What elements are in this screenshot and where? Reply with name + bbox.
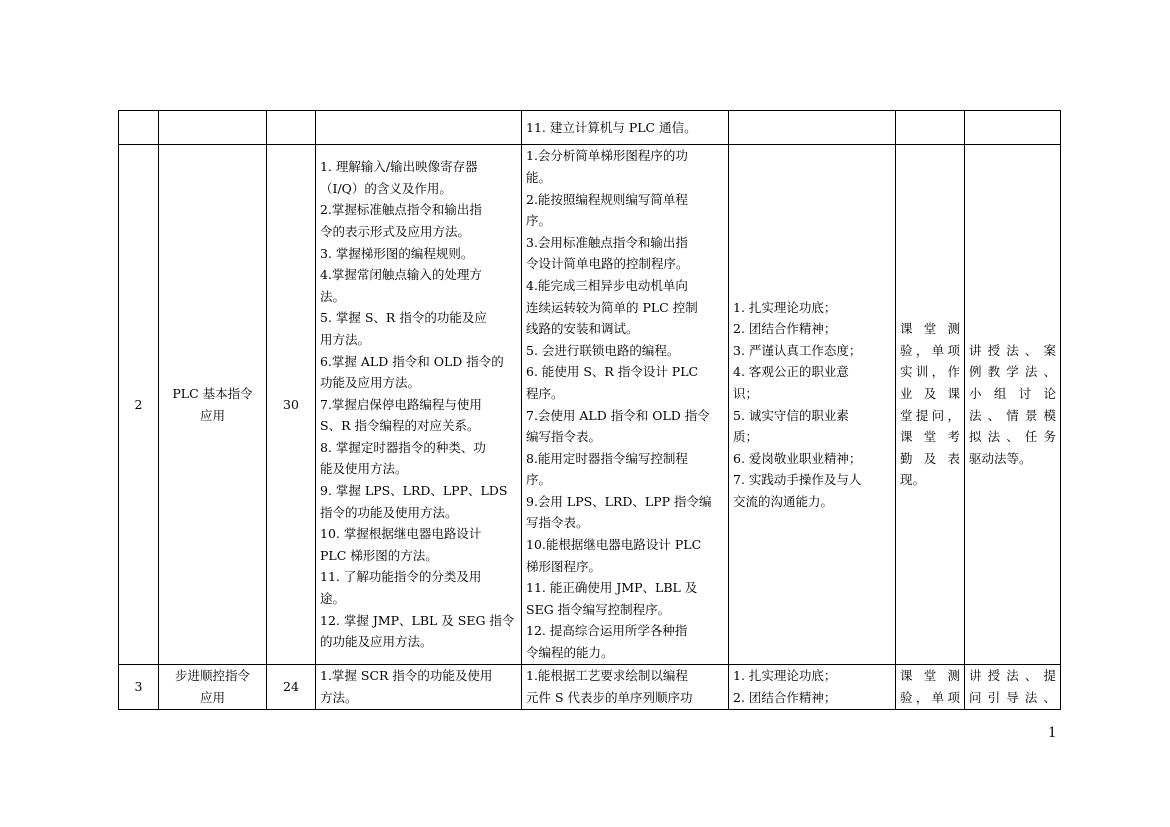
row-number: 2: [119, 145, 159, 665]
table-row-2: [119, 145, 1061, 665]
cell-empty: [316, 111, 522, 145]
knowledge-objectives: 1. 理解输入/输出映像寄存器 （I/Q）的含义及作用。 2.掌握标准触点指令和输出指 令的表示形式及应用方法。 3. 掌握梯形图的编程规则。 4.掌握常闭触点输入的处理方 法。 5. 掌握 S、R 指令的功能及应 用方法。 6.掌握 ALD 指令和 OLD 指令的 功能及应用方法。 7.掌握启保停电路编程与使用 S、R 指令编程的对应关系。 8. 掌握定时器指令的种类、功 能及使用方法。 9. 掌握 LPS、LRD、LPP、LDS 指令的功能及使用方法。 10. 掌握根据继电器电路设计 PLC 梯形图的方法。 11. 了解功能指令的分类及用 途。 12. 掌握 JMP、LBL 及 SEG 指令 的功能及应用方法。: [316, 145, 522, 665]
cell-empty: [896, 111, 965, 145]
cell-empty: [965, 111, 1061, 145]
cell-empty: [267, 111, 316, 145]
page-number: 1: [1048, 724, 1056, 741]
row-number: 3: [119, 665, 159, 710]
cell-empty: [159, 111, 267, 145]
table-row-3: [119, 665, 1061, 710]
table-row-continued: [119, 111, 1061, 145]
skill-objectives: 1.会分析简单梯形图程序的功 能。 2.能按照编程规则编写简单程 序。 3.会用标准触点指令和输出指 令设计简单电路的控制程序。 4.能完成三相异步电动机单向 连续运转较为简单的 PLC 控制 线路的安装和调试。 5. 会进行联锁电路的编程。 6. 能使用 S、R 指令设计 PLC 程序。 7.会使用 ALD 指令和 OLD 指令 编写指令表。 8.能用定时器指令编写控制程 序。 9.会用 LPS、LRD、LPP 指令编 写指令表。 10.能根据继电器电路设计 PLC 梯形图程序。 11. 能正确使用 JMP、LBL 及 SEG 指令编写控制程序。 12. 提高综合运用所学各种指 令编程的能力。: [522, 145, 729, 665]
class-hours: 24: [267, 665, 316, 710]
cell-empty: [119, 111, 159, 145]
skills-line: 11. 建立计算机与 PLC 通信。: [526, 119, 697, 135]
module-name: 步进顺控指令 应用: [159, 665, 267, 710]
module-name: PLC 基本指令 应用: [159, 145, 267, 665]
assessment-methods: 课堂测 验，单项 实训，作 业及课 堂提问， 课堂考 勤及表 现。: [896, 145, 965, 665]
teaching-methods: 讲授法、提 问引导法、: [965, 665, 1061, 710]
skills-cell: [522, 111, 729, 145]
curriculum-table: [118, 110, 1061, 710]
skill-objectives: 1.能根据工艺要求绘制以编程 元件 S 代表步的单序列顺序功: [522, 665, 729, 710]
quality-objectives: 1. 扎实理论功底； 2. 团结合作精神； 3. 严谨认真工作态度； 4. 客观公正的职业意 识； 5. 诚实守信的职业素 质； 6. 爱岗敬业职业精神； 7. 实践动手操作及与人 交流的沟通能力。: [729, 145, 896, 665]
knowledge-objectives: 1.掌握 SCR 指令的功能及使用 方法。: [316, 665, 522, 710]
class-hours: 30: [267, 145, 316, 665]
teaching-methods: 讲授法、案 例教学法、 小组讨论 法、情景模 拟法、任务 驱动法等。: [965, 145, 1061, 665]
assessment-methods: 课堂测 验，单项: [896, 665, 965, 710]
quality-objectives: 1. 扎实理论功底； 2. 团结合作精神；: [729, 665, 896, 710]
cell-empty: [729, 111, 896, 145]
